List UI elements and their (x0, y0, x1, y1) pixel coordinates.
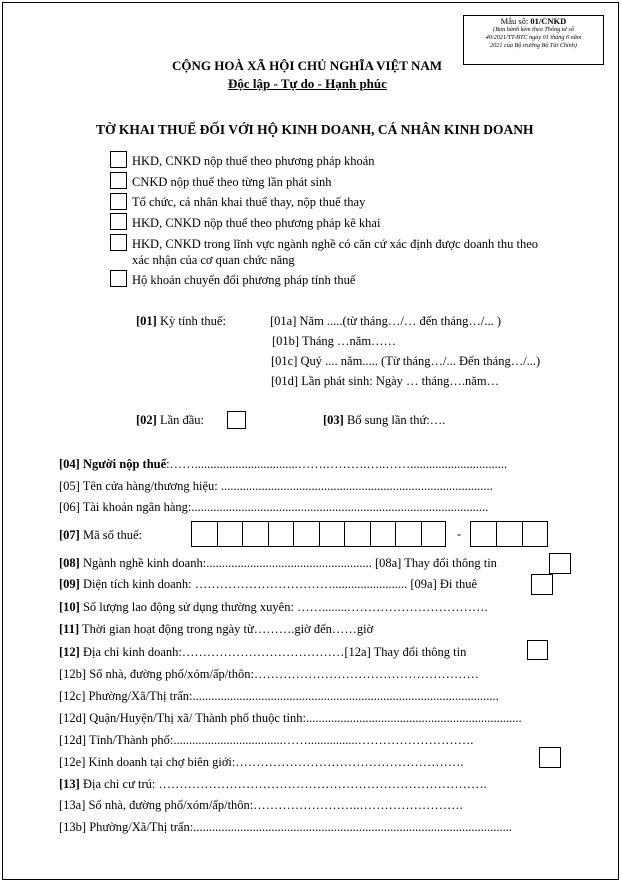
field-tax-code-label: [07] Mã số thuế: (59, 528, 142, 542)
country-name: CỘNG HOÀ XÃ HỘI CHỦ NGHĨA VIỆT NAM (172, 58, 443, 73)
option-checkbox-per-occurrence[interactable] (110, 172, 127, 189)
tax-code-digit[interactable] (191, 521, 217, 547)
option-label: HKD, CNKD nộp thuế theo phương pháp khoán (132, 154, 375, 168)
tax-code-branch-digits[interactable] (470, 521, 548, 547)
form-note-line: 40/2021/TT-BTC ngày 01 tháng 6 năm (485, 34, 582, 41)
option-label-continued: xác nhận của cơ quan chức năng (132, 253, 295, 267)
field-bank-account[interactable]: [06] Tài khoản ngân hàng:............................................................................................... (59, 500, 489, 514)
option-label: HKD, CNKD nộp thuế theo phương pháp kê khai (132, 216, 381, 230)
tax-code-digit[interactable] (470, 521, 496, 547)
option-checkbox-lump-sum[interactable] (110, 151, 127, 168)
field-district[interactable]: [12d] Quận/Huyện/Thị xã/ Thành phố thuộc tỉnh:..................................................................... (59, 711, 522, 725)
tax-code-digit[interactable] (395, 521, 421, 547)
field-residence-street[interactable]: [13a] Số nhà, đường phố/xóm/ấp/thôn:……………………..……………………. (59, 798, 463, 812)
field-taxpayer[interactable]: [04] Người nộp thuế:…….................................…….……….…..……............................... (59, 457, 508, 471)
field-border-market[interactable]: [12e] Kinh doanh tại chợ biên giới:………………………………………………. (59, 755, 464, 769)
tax-code-digit[interactable] (522, 521, 548, 547)
tax-period-quarter[interactable]: [01c] Quý .... năm..... (Từ tháng…/... Đến tháng…/...) (271, 354, 541, 368)
field-employees[interactable]: [10] Số lượng lao động sử dụng thường xuyên: ……........……………………………. (59, 600, 488, 614)
tax-code-digit[interactable] (344, 521, 370, 547)
option-checkbox-method-change[interactable] (110, 270, 127, 287)
option-checkbox-declaration-method[interactable] (110, 213, 127, 230)
option-label: Hộ khoán chuyển đổi phương pháp tính thuế (132, 273, 356, 287)
field-business-address[interactable]: [12] Địa chỉ kinh doanh:…………………………………[12a] Thay đổi thông tin (59, 645, 467, 659)
field-store-name[interactable]: [05] Tên cửa hàng/thương hiệu: ....................................................................................... (59, 479, 493, 493)
first-time-label: [02] Lần đầu: (136, 413, 205, 427)
motto: Độc lập - Tự do - Hạnh phúc (228, 76, 387, 91)
tax-code-digits[interactable] (191, 521, 446, 547)
field-province[interactable]: [12đ] Tỉnh/Thành phố:...................................……................………………………. (59, 733, 474, 747)
field-street[interactable]: [12b] Số nhà, đường phố/xóm/ấp/thôn:……………………………………………… (59, 667, 479, 681)
field-business-line[interactable]: [08] Ngành nghề kinh doanh:..................................................... [08a] Thay đổi thông tin (59, 556, 497, 570)
form-code: Mẫu số: 01/CNKD (500, 16, 567, 26)
option-label: Tổ chức, cá nhân khai thuế thay, nộp thuế thay (132, 195, 366, 209)
tax-code-digit[interactable] (421, 521, 447, 547)
tax-code-digit[interactable] (268, 521, 294, 547)
field-ward[interactable]: [12c] Phường/Xã/Thị trấn:.................................................................................................. (59, 689, 499, 703)
tax-period-month[interactable]: [01b] Tháng …năm…… (272, 334, 397, 348)
option-checkbox-confirmed-revenue[interactable] (110, 234, 127, 251)
option-checkbox-declare-on-behalf[interactable] (110, 193, 127, 210)
rented-checkbox[interactable] (531, 574, 553, 595)
tax-period-occurrence[interactable]: [01d] Lần phát sinh: Ngày … tháng….năm… (271, 374, 500, 388)
form-note-line: 2021 của Bộ trưởng Bộ Tài Chính) (490, 42, 577, 49)
field-residence-ward[interactable]: [13b] Phường/Xã/Thị trấn:...................................................................................................... (59, 820, 512, 834)
business-line-change-checkbox[interactable] (549, 553, 571, 574)
field-residence[interactable]: [13] Địa chỉ cư trú: ……………………………………………………………………. (59, 777, 487, 791)
tax-code-digit[interactable] (319, 521, 345, 547)
tax-code-dash: - (457, 527, 462, 541)
tax-code-digit[interactable] (217, 521, 243, 547)
field-business-area[interactable]: [09] Diện tích kinh doanh: ……………………………........................ [09a] Đi thuê (59, 577, 478, 591)
supplement-label[interactable]: [03] Bổ sung lần thứ:…. (323, 413, 446, 427)
option-label: CNKD nộp thuế theo từng lần phát sinh (132, 175, 332, 189)
field-operating-hours[interactable]: [11] Thời gian hoạt động trong ngày từ……….giờ đến……giờ (59, 622, 374, 636)
form-note-line: (Ban hành kèm theo Thông tư số (493, 26, 574, 33)
tax-code-digit[interactable] (370, 521, 396, 547)
first-time-checkbox[interactable] (227, 411, 246, 429)
address-change-checkbox[interactable] (527, 640, 548, 660)
tax-period-year[interactable]: [01a] Năm .....(từ tháng…/… đến tháng…/... ) (270, 314, 502, 328)
tax-code-digit[interactable] (293, 521, 319, 547)
border-market-checkbox[interactable] (539, 747, 561, 768)
option-label: HKD, CNKD trong lĩnh vực ngành nghề có căn cứ xác định được doanh thu theo (132, 237, 539, 251)
form-title: TỜ KHAI THUẾ ĐỐI VỚI HỘ KINH DOANH, CÁ NHÂN KINH DOANH (96, 122, 534, 137)
tax-code-digit[interactable] (496, 521, 522, 547)
form-code-box (463, 15, 604, 65)
tax-period-label: [01] Kỳ tính thuế: (136, 314, 226, 328)
tax-code-digit[interactable] (242, 521, 268, 547)
